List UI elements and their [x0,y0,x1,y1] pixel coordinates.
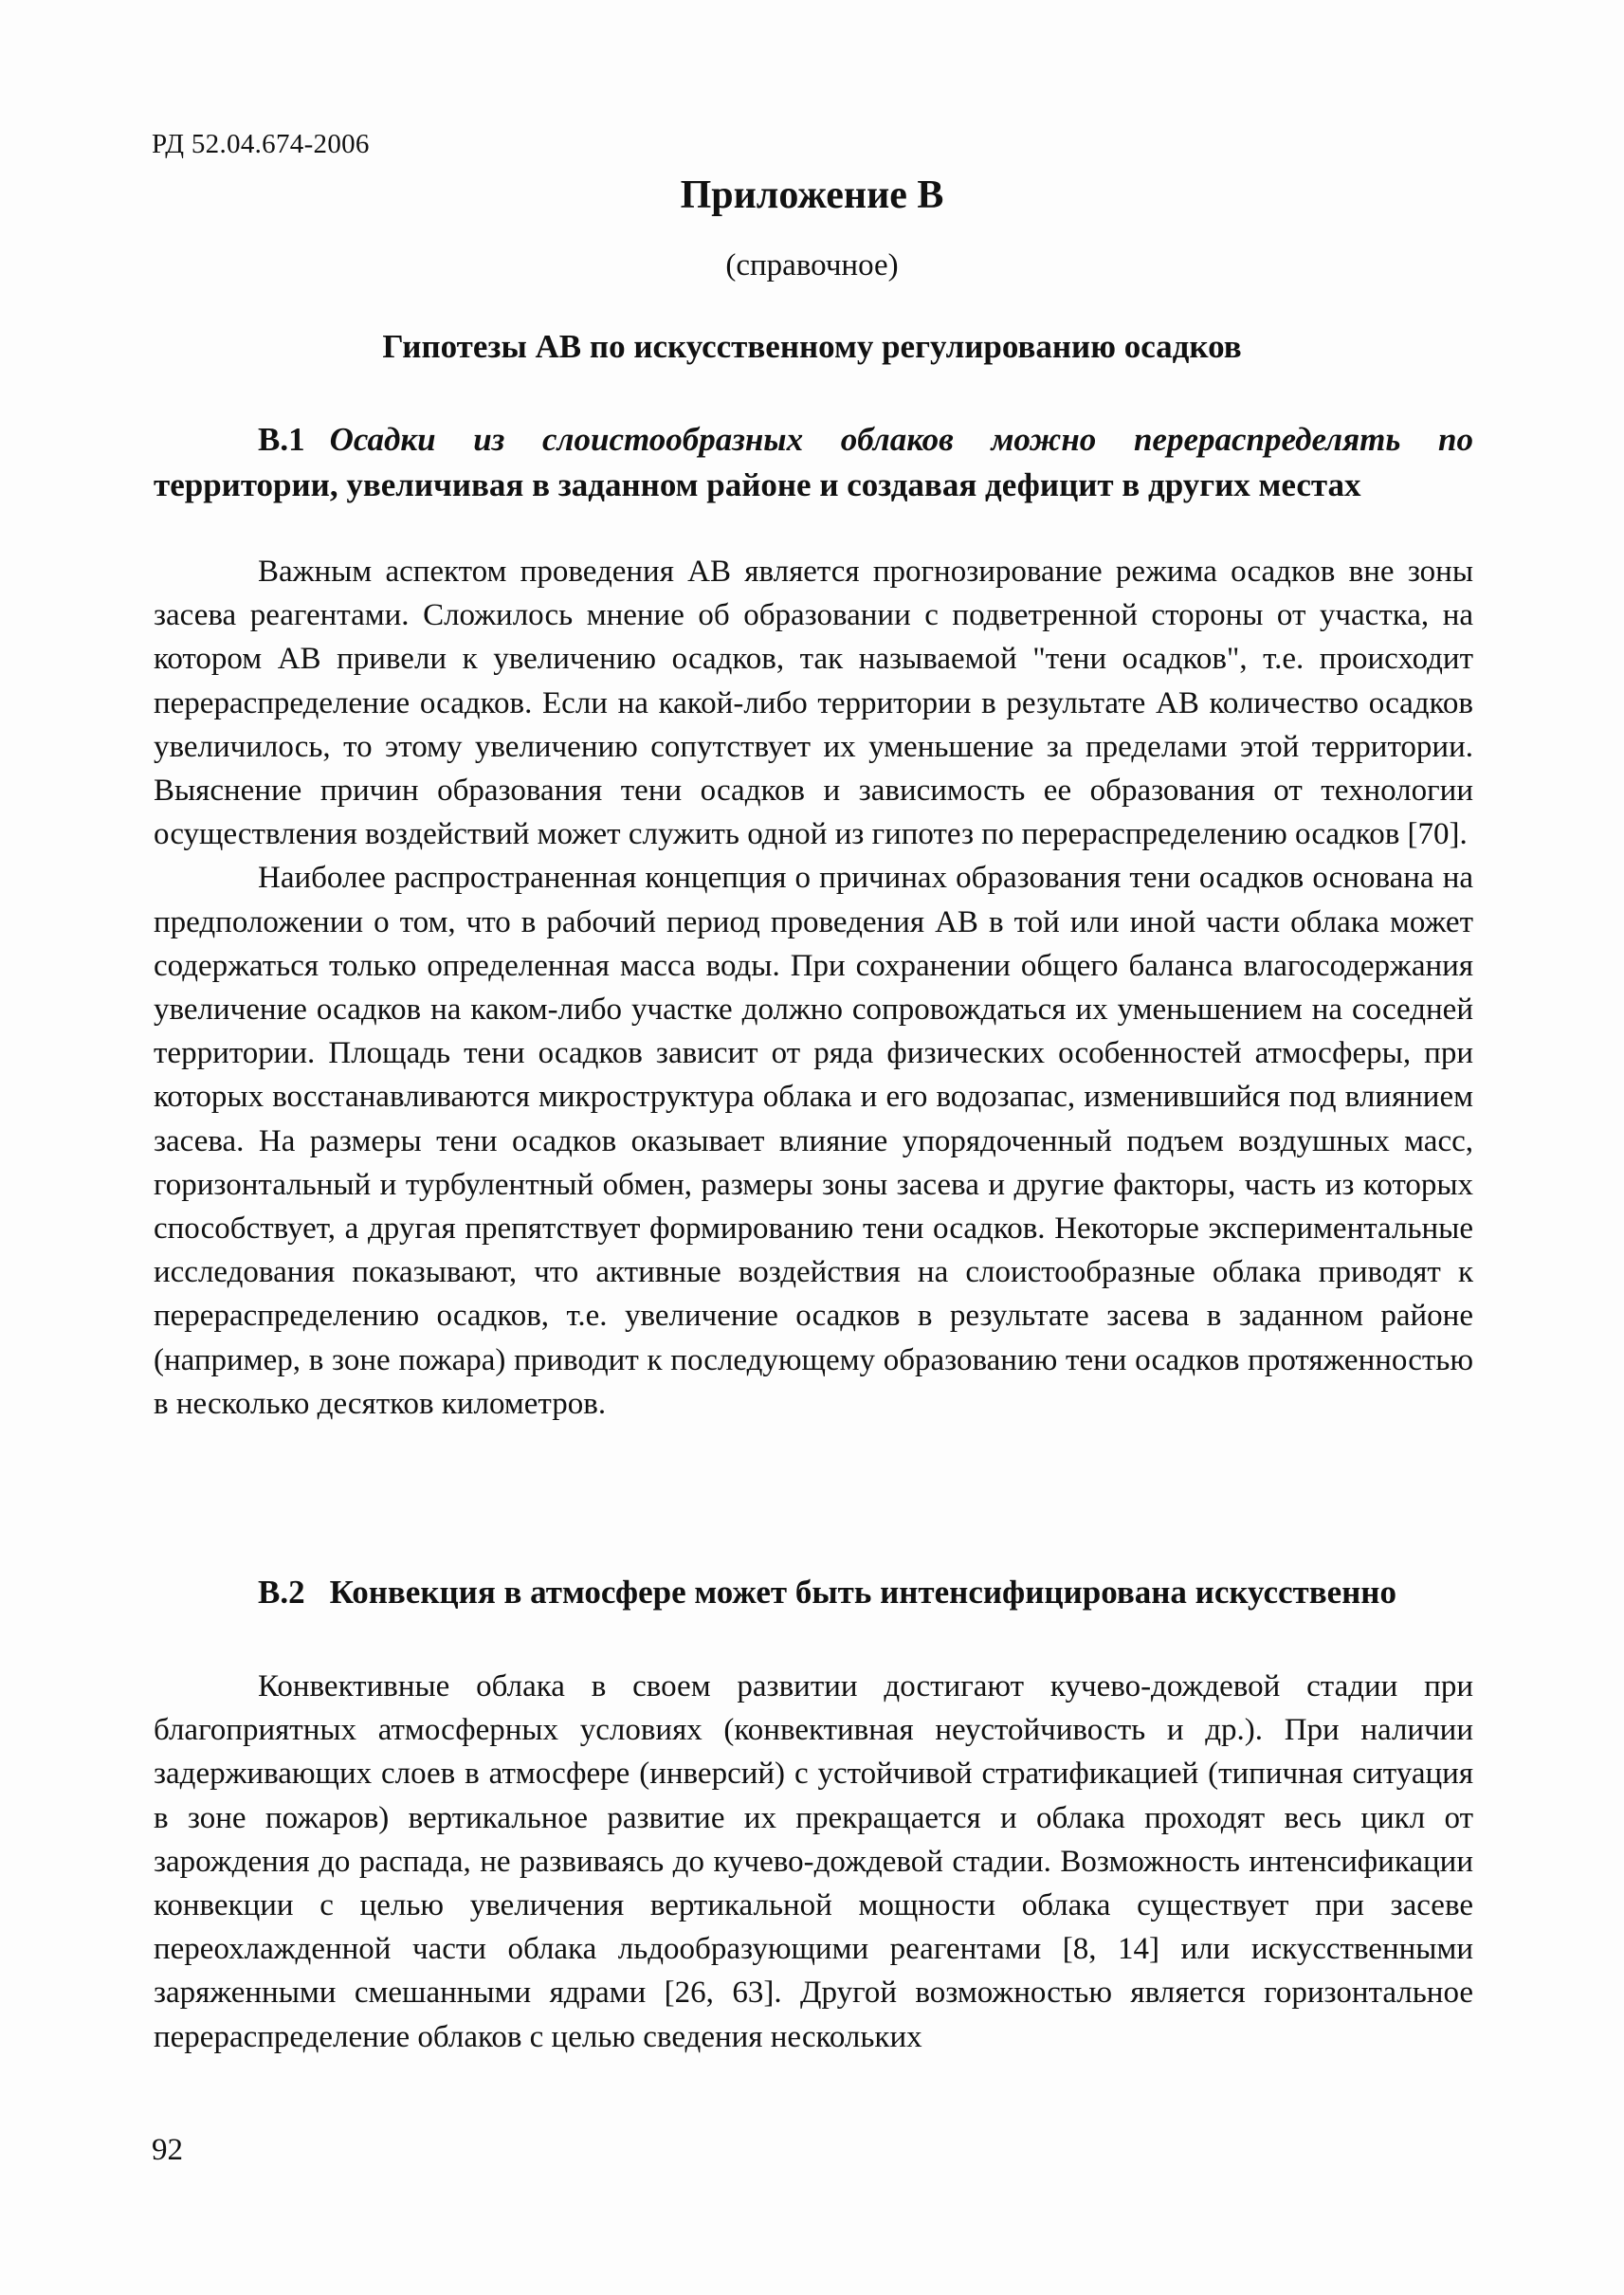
document-code: РД 52.04.674-2006 [152,129,370,159]
section-b2-body [154,1665,1473,2059]
appendix-title: Приложение В [680,173,944,217]
section-heading-b1 [154,417,1473,508]
paragraph: Наиболее распространенная концепция о причинах образования тени осадков основана на предположении о том, что в рабочий период проведения АВ в той или иной части облака может содержаться только определенная масса воды. При сохранении общего баланса влагосодержания увеличение осадков на каком-либо участке должно сопровождаться их уменьшением на соседней территории. Площадь тени осадков зависит от ряда физических особенностей атмосферы, при которых восстанавливаются микроструктура облака и его водозапас, изменившийся под влиянием засева. На размеры тени осадков оказывает влияние упорядоченный подъем воздушных масс, горизонтальный и турбулентный обмен, размеры зоны засева и другие факторы, часть из которых способствует, а другая препятствует формированию тени осадков. Некоторые экспериментальные исследования показывают, что активные воздействия на слоистообразные облака приводят к перераспределению осадков, т.е. увеличение осадков в результате засева в заданном районе (например, в зоне пожара) приводит к последующему образованию тени осадков протяженностью в несколько десятков километров. [154,861,1473,1421]
paragraph: Конвективные облака в своем развитии достигают кучево-дождевой стадии при благоприятных атмосферных условиях (конвективная неустойчивость и др.). При наличии задерживающих слоев в атмосфере (инверсий) с устойчивой стратификацией (типичная ситуация в зоне пожаров) вертикальное развитие их прекращается и облака проходят весь цикл от зарождения до распада, не развиваясь до кучево-дождевой стадии. Возможность интенсификации конвекции с целью увеличения вертикальной мощности облака существует при засеве переохлажденной части облака льдообразующими реагентами [8, 14] или искусственными заряженными смешанными ядрами [26, 63]. Другой возможностью является горизонтальное перераспределение облаков с целью сведения нескольких [154,1669,1473,2054]
section-title-rest: территории, увеличивая в заданном районе и создавая дефицит в других местах [154,466,1361,503]
section-title: Конвекция в атмосфере может быть интенсифицирована искусственно [329,1574,1396,1611]
section-title-italic: Осадки из слоистообразных облаков можно перераспределять по [329,421,1473,458]
paragraph: Важным аспектом проведения АВ является прогнозирование режима осадков вне зоны засева реагентами. Сложилось мнение об образовании с подветренной стороны от участка, на котором АВ привели к увеличению осадков, так называемой "тени осадков", т.е. происходит перераспределение осадков. Если на какой-либо территории в результате АВ количество осадков увеличилось, то этому увеличению сопутствует их уменьшение за пределами этой территории. Выяснение причин образования тени осадков и зависимость ее образования от технологии осуществления воздействий может служить одной из гипотез по перераспределению осадков [70]. [154,555,1473,852]
section-b1-body [154,550,1473,1426]
section-number: В.2 [258,1574,305,1611]
section-heading-b2 [154,1570,1473,1615]
section-number: В.1 [258,421,305,458]
appendix-heading: Гипотезы АВ по искусственному регулированию осадков [382,328,1242,365]
appendix-status: (справочное) [725,248,899,282]
page-number: 92 [152,2133,183,2167]
